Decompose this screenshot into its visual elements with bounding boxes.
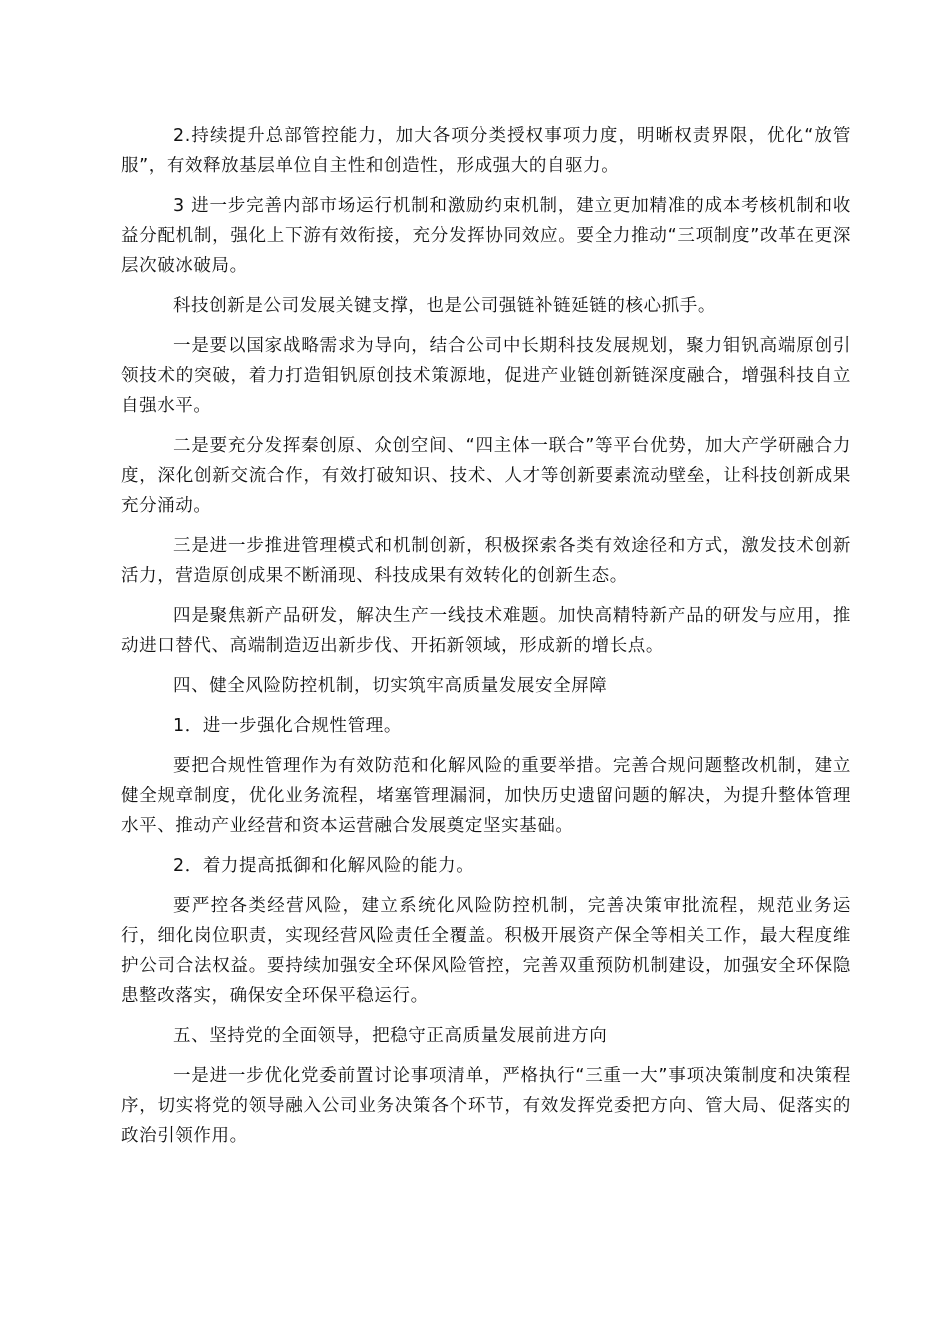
paragraph-operational-risk: 要严控各类经营风险，建立系统化风险防控机制，完善决策审批流程，规范业务运行，细化岗位职责，实现经营风险责任全覆盖。积极开展资产保全等相关工作，最大程度维护公司合法权益。要持续加强安全环保风险管控，完善双重预防机制建设，加强安全环保隐患整改落实，确保安全环保平稳运行。 (121, 896, 851, 1006)
document-body (121, 121, 851, 1161)
paragraph-headquarters-control: 2.持续提升总部管控能力，加大各项分类授权事项力度，明晰权责界限，优化“放管服”，有效释放基层单位自主性和创造性，形成强大的自驱力。 (121, 126, 851, 176)
paragraph-management-innovation: 三是进一步推进管理模式和机制创新，积极探索各类有效途径和方式，激发技术创新活力，营造原创成果不断涌现、科技成果有效转化的创新生态。 (121, 536, 851, 586)
paragraph-internal-market-mechanism: 3 进一步完善内部市场运行机制和激励约束机制，建立更加精准的成本考核机制和收益分配机制，强化上下游有效衔接，充分发挥协同效应。要全力推动“三项制度”改革在更深层次破冰破局。 (121, 196, 851, 276)
section-heading-party-leadership: 五、坚持党的全面领导，把稳守正高质量发展前进方向 (173, 1026, 608, 1046)
paragraph-compliance-management: 要把合规性管理作为有效防范和化解风险的重要举措。完善合规问题整改机制，建立健全规章制度，优化业务流程，堵塞管理漏洞，加快历史遗留问题的解决，为提升整体管理水平、推动产业经营和资本运营融合发展奠定坚实基础。 (121, 756, 851, 836)
paragraph-platform-advantages: 二是要充分发挥秦创原、众创空间、“四主体一联合”等平台优势，加大产学研融合力度，深化创新交流合作，有效打破知识、技术、人才等创新要素流动壁垒，让科技创新成果充分涌动。 (121, 436, 851, 516)
paragraph-new-product-rd: 四是聚焦新产品研发，解决生产一线技术难题。加快高精特新产品的研发与应用，推动进口替代、高端制造迈出新步伐、开拓新领域，形成新的增长点。 (121, 606, 851, 656)
paragraph-national-strategy: 一是要以国家战略需求为导向，结合公司中长期科技发展规划，聚力钼钒高端原创引领技术的突破，着力打造钼钒原创技术策源地，促进产业链创新链深度融合，增强科技自立自强水平。 (121, 336, 851, 416)
section-heading-risk-control: 四、健全风险防控机制，切实筑牢高质量发展安全屏障 (173, 676, 608, 696)
paragraph-tech-innovation-intro: 科技创新是公司发展关键支撑，也是公司强链补链延链的核心抓手。 (173, 296, 716, 316)
subheading-risk-resilience: 2．着力提高抵御和化解风险的能力。 (173, 856, 475, 876)
subheading-compliance: 1．进一步强化合规性管理。 (173, 716, 402, 736)
paragraph-party-committee: 一是进一步优化党委前置讨论事项清单，严格执行“三重一大”事项决策制度和决策程序，切实将党的领导融入公司业务决策各个环节，有效发挥党委把方向、管大局、促落实的政治引领作用。 (121, 1066, 851, 1146)
